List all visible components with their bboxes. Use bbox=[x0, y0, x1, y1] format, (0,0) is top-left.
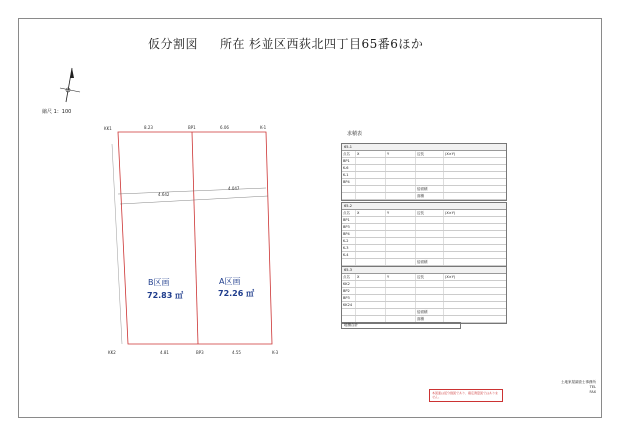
total-label: 地積合計 bbox=[344, 323, 358, 327]
point-label: K-3 bbox=[272, 350, 279, 355]
table-row: K-3 bbox=[342, 245, 506, 252]
total-area-box bbox=[341, 322, 461, 329]
north-arrow-icon bbox=[56, 66, 82, 106]
edge-label: 8.23 bbox=[144, 125, 153, 130]
point-label: BP3 bbox=[196, 350, 204, 355]
coord-section-title: 求積表 bbox=[347, 131, 363, 137]
edge-label: 4.55 bbox=[232, 350, 241, 355]
table-row: K-6 bbox=[342, 165, 506, 172]
division-line bbox=[192, 132, 198, 344]
page-title bbox=[148, 35, 424, 52]
table-row: BP1 bbox=[342, 158, 506, 165]
table-row: BP3 bbox=[342, 295, 506, 302]
table-row: BP1 bbox=[342, 217, 506, 224]
tel-label: TEL bbox=[589, 385, 596, 389]
table-header-row: 点名 X Y 辺長 (X×Y) bbox=[342, 210, 506, 217]
title-text: 仮分割図 bbox=[148, 37, 199, 51]
location-label: 所在 bbox=[220, 37, 246, 51]
coord-table-3 bbox=[341, 266, 507, 324]
point-label: BP1 bbox=[188, 125, 196, 130]
scale-label: 縮尺 1：100 bbox=[42, 109, 72, 115]
table-row: BP4 bbox=[342, 231, 506, 238]
table-row: 面積 bbox=[342, 316, 506, 323]
office-name: 土地家屋調査士事務所 bbox=[561, 380, 596, 384]
edge-label: 4.047 bbox=[228, 186, 240, 191]
address-text: 杉並区西荻北四丁目65番6ほか bbox=[249, 37, 424, 51]
area-a-name: A区画 bbox=[219, 277, 241, 286]
point-label: KK2 bbox=[108, 350, 116, 355]
table-header-row: 点名 X Y 辺長 (X×Y) bbox=[342, 274, 506, 281]
table-row: K-2 bbox=[342, 238, 506, 245]
area-a-value: 72.26 ㎡ bbox=[218, 289, 255, 298]
table-title: 65-2 bbox=[342, 203, 506, 210]
table-row: K-1 bbox=[342, 172, 506, 179]
note-box: 本図面は仮分割図であり、確定測量図ではありません。 bbox=[429, 389, 503, 402]
table-row: 倍面積 bbox=[342, 259, 506, 266]
fax-label: FAX bbox=[589, 390, 596, 394]
edge-label: 6.06 bbox=[220, 125, 229, 130]
table-row: 倍面積 bbox=[342, 186, 506, 193]
edge-label: 4.642 bbox=[158, 192, 170, 197]
table-title: 65-3 bbox=[342, 267, 506, 274]
area-b-value: 72.83 ㎡ bbox=[147, 291, 184, 300]
table-row: BP2 bbox=[342, 288, 506, 295]
coord-table-1 bbox=[341, 143, 507, 201]
point-label: K-1 bbox=[260, 125, 267, 130]
table-row: KK2 bbox=[342, 281, 506, 288]
point-label: KK1 bbox=[104, 126, 112, 131]
footer-info bbox=[506, 380, 596, 395]
table-row: BP4 bbox=[342, 179, 506, 186]
coord-table-2 bbox=[341, 202, 507, 274]
table-row: KK24 bbox=[342, 302, 506, 309]
table-title: 65-1 bbox=[342, 144, 506, 151]
edge-label: 4.81 bbox=[160, 350, 169, 355]
table-row: 倍面積 bbox=[342, 309, 506, 316]
table-row: K-4 bbox=[342, 252, 506, 259]
table-row: BP3 bbox=[342, 224, 506, 231]
table-row: 面積 bbox=[342, 193, 506, 200]
plot-drawing bbox=[100, 122, 295, 358]
area-b-name: B区画 bbox=[148, 278, 170, 287]
table-header-row: 点名 X Y 辺長 (X×Y) bbox=[342, 151, 506, 158]
